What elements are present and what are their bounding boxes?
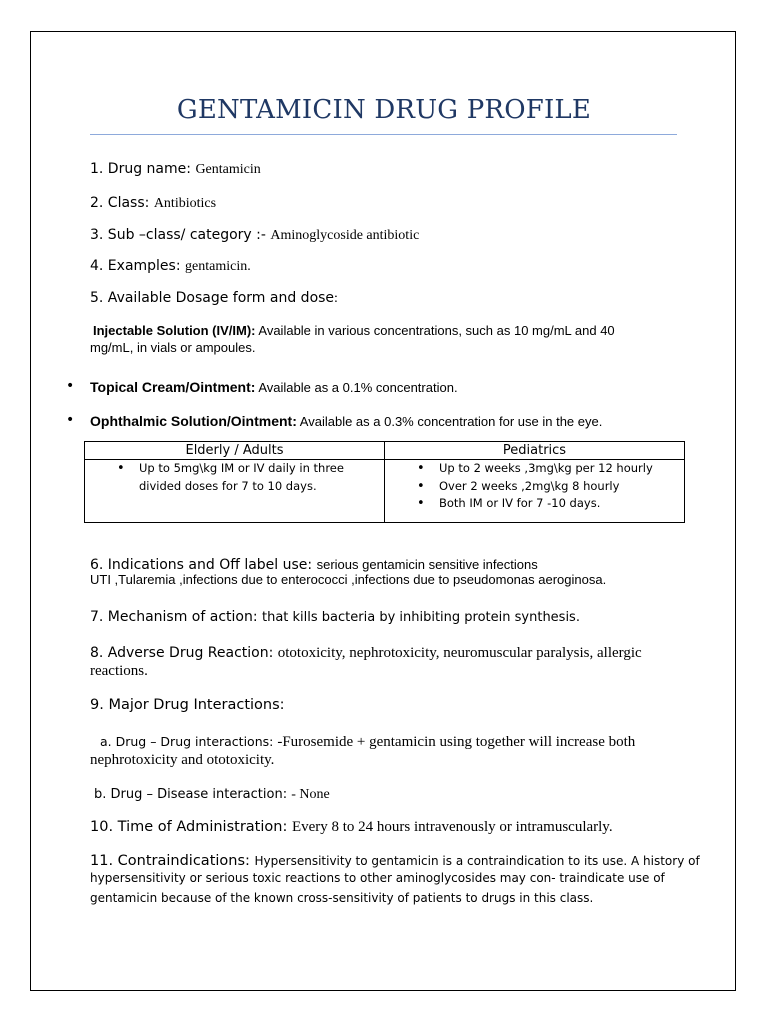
contraindications-line-1 bbox=[90, 850, 700, 869]
indications-label: 6. Indications and Off label use: bbox=[90, 557, 317, 573]
adverse-value: ototoxicity, nephrotoxicity, neuromuscular paralysis, allergic bbox=[277, 645, 642, 661]
administration-row bbox=[90, 816, 613, 836]
drug-name-row bbox=[90, 158, 261, 178]
dosage-row bbox=[90, 287, 338, 307]
topical-line bbox=[90, 377, 458, 396]
dosage-label: 5. Available Dosage form and dose bbox=[90, 290, 335, 306]
topical-text: Available as a 0.1% concentration. bbox=[255, 380, 458, 395]
dose-table bbox=[84, 441, 685, 523]
title-underline bbox=[90, 134, 677, 135]
drug-drug-line-1 bbox=[100, 731, 635, 751]
examples-value: gentamicin. bbox=[185, 259, 251, 274]
drug-drug-label: a. Drug – Drug interactions: bbox=[100, 734, 278, 749]
contraindications-line-3: gentamicin because of the known cross-sensitivity of patients to drugs in this class. bbox=[90, 891, 594, 905]
class-value: Antibiotics bbox=[153, 196, 217, 211]
administration-value: Every 8 to 24 hours intravenously or intramuscularly. bbox=[291, 819, 613, 835]
injectable-label: Injectable Solution (IV/IM): bbox=[93, 323, 256, 338]
injectable-line-2: mg/mL, in vials or ampoules. bbox=[90, 340, 256, 355]
drug-disease-label: b. Drug – Disease interaction: bbox=[94, 787, 292, 802]
pediatrics-cell bbox=[385, 460, 685, 523]
ophthalmic-line bbox=[90, 411, 602, 430]
drug-drug-value: -Furosemide + gentamicin using together will increase both bbox=[277, 734, 636, 750]
adverse-line-1 bbox=[90, 642, 642, 662]
adults-cell bbox=[85, 460, 385, 523]
adverse-line-2: reactions. bbox=[90, 663, 148, 679]
drug-name-value: Gentamicin bbox=[195, 162, 261, 177]
class-label: 2. Class: bbox=[90, 195, 154, 211]
ophthalmic-label: Ophthalmic Solution/Ointment: bbox=[90, 413, 297, 429]
header-adults: Elderly / Adults bbox=[85, 442, 385, 460]
page-title: GENTAMICIN DRUG PROFILE bbox=[176, 95, 592, 125]
dosage-colon: : bbox=[334, 291, 338, 306]
adults-dose-line-1: Up to 5mg\kg IM or IV daily in three bbox=[139, 461, 344, 475]
pediatrics-dose-item: • Over 2 weeks ,2mg\kg 8 hourly bbox=[439, 478, 684, 496]
examples-row bbox=[90, 255, 251, 275]
drug-drug-line-2: nephrotoxicity and ototoxicity. bbox=[90, 752, 275, 768]
adverse-label: 8. Adverse Drug Reaction: bbox=[90, 645, 278, 661]
injectable-line-1 bbox=[93, 320, 615, 339]
injectable-text: Available in various concentrations, such as 10 mg/mL and 40 bbox=[255, 323, 615, 338]
pediatrics-dose-item: • Both IM or IV for 7 -10 days. bbox=[439, 495, 684, 513]
drug-name-label: 1. Drug name: bbox=[90, 161, 196, 177]
topical-label: Topical Cream/Ointment: bbox=[90, 379, 256, 395]
class-row bbox=[90, 192, 216, 212]
drug-disease-row bbox=[94, 783, 330, 803]
subclass-value: Aminoglycoside antibiotic bbox=[270, 228, 420, 243]
contraindications-label: 11. Contraindications: bbox=[90, 853, 255, 869]
subclass-row bbox=[90, 224, 419, 244]
ophthalmic-bullet: • bbox=[66, 412, 75, 428]
mechanism-value: that kills bacteria by inhibiting protein synthesis. bbox=[262, 610, 580, 625]
dose-table-row bbox=[85, 460, 685, 523]
mechanism-label: 7. Mechanism of action: bbox=[90, 609, 262, 625]
administration-label: 10. Time of Administration: bbox=[90, 819, 292, 835]
indications-line-1 bbox=[90, 554, 538, 573]
mechanism-row bbox=[90, 606, 580, 625]
indications-line-2: UTI ,Tularemia ,infections due to enterococci ,infections due to pseudomonas aeroginosa. bbox=[90, 572, 607, 587]
adults-dose-line-2: divided doses for 7 to 10 days. bbox=[139, 478, 317, 493]
drug-disease-value: - None bbox=[291, 787, 330, 802]
topical-bullet: • bbox=[66, 378, 75, 394]
interactions-heading: 9. Major Drug Interactions: bbox=[90, 697, 285, 713]
ophthalmic-text: Available as a 0.3% concentration for use in the eye. bbox=[296, 414, 603, 429]
subclass-label: 3. Sub –class/ category :- bbox=[90, 227, 271, 243]
pediatrics-dose-item: • Up to 2 weeks ,3mg\kg per 12 hourly bbox=[439, 460, 684, 478]
contraindications-value: Hypersensitivity to gentamicin is a contraindication to its use. A history of bbox=[254, 854, 700, 868]
header-pediatrics: Pediatrics bbox=[385, 442, 685, 460]
indications-value: serious gentamicin sensitive infections bbox=[316, 557, 538, 572]
dose-table-header bbox=[85, 442, 685, 460]
contraindications-line-2: hypersensitivity or serious toxic reactions to other aminoglycosides may con- traindicate use of bbox=[90, 871, 665, 885]
adults-dose-item bbox=[139, 460, 384, 495]
examples-label: 4. Examples: bbox=[90, 258, 186, 274]
